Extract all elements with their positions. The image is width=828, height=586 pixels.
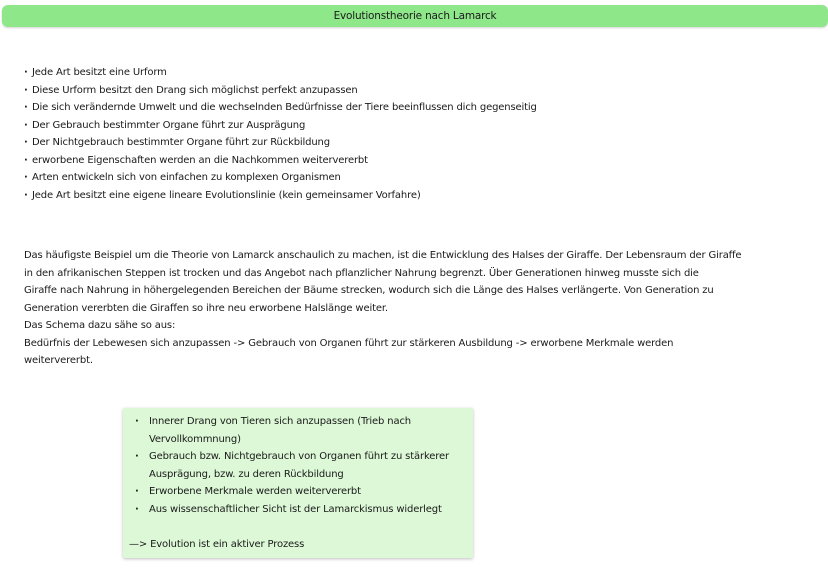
list-item: · Jede Art besitzt eine Urform xyxy=(24,64,537,82)
page-title: Evolutionstheorie nach Lamarck xyxy=(333,10,497,22)
paragraph-line: Das häufigste Beispiel um die Theorie von Lamarck anschaulich zu machen, ist die Entwicklung des Halses der Giraffe. Der Lebensraum der Giraffe xyxy=(24,250,742,261)
paragraph-line: in den afrikanischen Steppen ist trocken und das Angebot nach pflanzlicher Nahrung begrenzt. Über Generationen hinweg musste sich die xyxy=(24,267,699,279)
summary-list xyxy=(135,413,449,518)
summary-item xyxy=(135,413,449,448)
summary-conclusion: —> Evolution ist ein aktiver Prozess xyxy=(129,539,305,550)
list-item: · Arten entwickeln sich von einfachen zu komplexen Organismen xyxy=(24,169,537,187)
bullet-dot: · xyxy=(135,451,139,462)
bullet-dot: · xyxy=(135,503,139,515)
paragraph-line: Das Schema dazu sähe so aus: xyxy=(24,320,176,331)
summary-item xyxy=(135,448,449,483)
paragraph-line: weitervererbt. xyxy=(24,355,93,366)
summary-item-text: Vervollkommnung) xyxy=(149,433,241,445)
summary-item-text: Innerer Drang von Tieren sich anzupassen (Trieb nach xyxy=(149,416,411,427)
list-item: · erworbene Eigenschaften werden an die Nachkommen weitervererbt xyxy=(24,152,537,170)
lamarck-principles-list xyxy=(24,64,537,204)
title-bar xyxy=(2,5,828,27)
summary-item-text: Aus wissenschaftlicher Sicht ist der Lamarckismus widerlegt xyxy=(149,503,442,515)
list-item: · Die sich verändernde Umwelt und die wechselnden Bedürfnisse der Tiere beeinflussen dich gegenseitig xyxy=(24,99,537,117)
giraffe-example-paragraph xyxy=(24,247,742,370)
summary-item-text: Ausprägung, bzw. zu deren Rückbildung xyxy=(149,468,344,480)
paragraph-line: Giraffe nach Nahrung in höhergelegenden Bereichen der Bäume strecken, wodurch sich die Länge des Halses verlängerte. Von Generation zu xyxy=(24,285,714,296)
list-item: · Diese Urform besitzt den Drang sich möglichst perfekt anzupassen xyxy=(24,82,537,100)
bullet-dot: · xyxy=(135,416,139,427)
list-item: · Jede Art besitzt eine eigene lineare Evolutionslinie (kein gemeinsamer Vorfahre) xyxy=(24,187,537,205)
summary-item xyxy=(135,483,449,501)
summary-item-text: Erworbene Merkmale werden weitervererbt xyxy=(149,486,361,497)
bullet-dot: · xyxy=(135,486,139,497)
summary-box xyxy=(123,408,473,558)
summary-item-text: Gebrauch bzw. Nichtgebrauch von Organen führt zu stärkerer xyxy=(149,451,449,462)
summary-item xyxy=(135,501,449,519)
paragraph-line: Bedürfnis der Lebewesen sich anzupassen -> Gebrauch von Organen führt zur stärkeren Ausbildung -> erworbene Merkmale werden xyxy=(24,337,674,349)
list-item: · Der Nichtgebrauch bestimmter Organe führt zur Rückbildung xyxy=(24,134,537,152)
list-item: · Der Gebrauch bestimmter Organe führt zur Ausprägung xyxy=(24,117,537,135)
paragraph-line: Generation vererbten die Giraffen so ihre neu erworbene Halslänge weiter. xyxy=(24,302,388,314)
